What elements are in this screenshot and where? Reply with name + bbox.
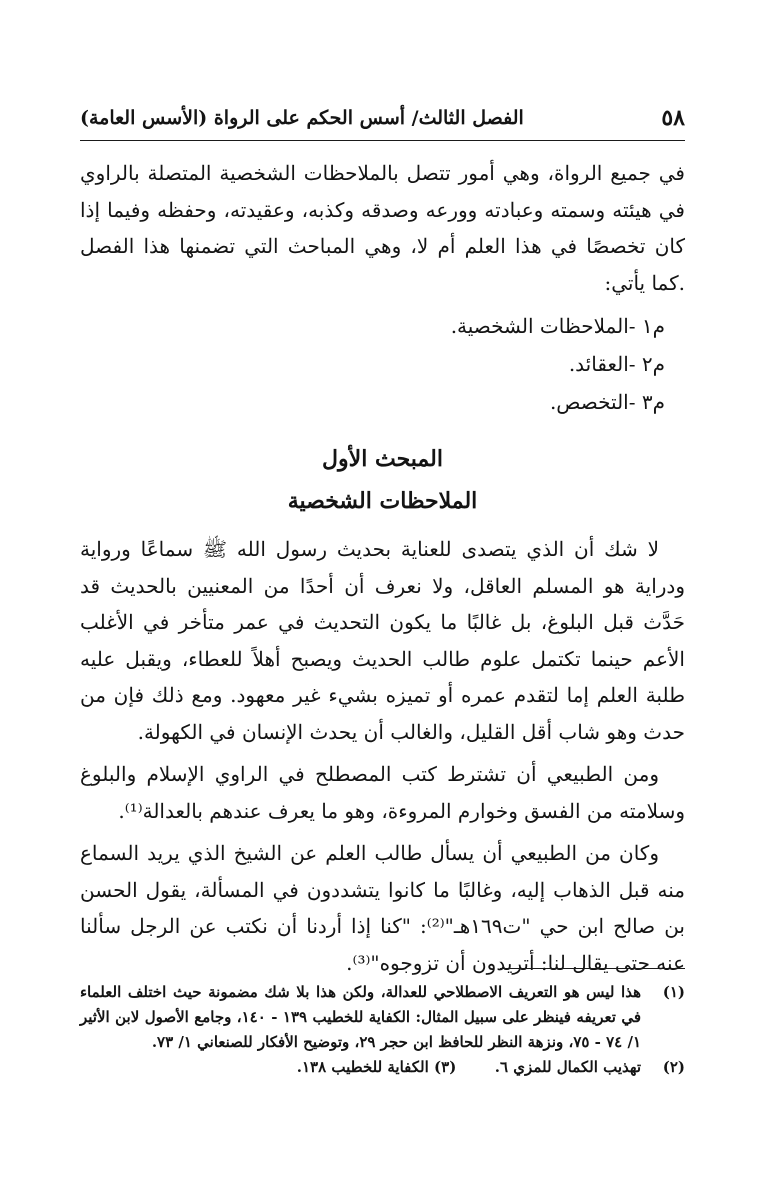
- page-number: ٥٨: [661, 105, 685, 131]
- list-item: م١ -الملاحظات الشخصية.: [450, 314, 665, 338]
- section-subheading: الملاحظات الشخصية: [287, 488, 478, 514]
- footnote: [80, 1055, 685, 1080]
- footnote-number: (٣): [434, 1058, 457, 1076]
- footnote-text: هذا ليس هو التعريف الاصطلاحي للعدالة، ولكن هذا بلا شك مضمونة حيث اختلف العلماء في تعريفه فينظر على سبيل المثال: الكفاية للخطيب ١٣٩ - ١٤٠، وجامع الأصول لابن الأثير ١/ ٧٤ - ٧٥، ونزهة النظر للحافظ ابن حجر ٢٩، وتوضيح الأفكار للصنعاني ١/ ٧٣.: [80, 983, 641, 1051]
- header-divider: [80, 140, 685, 141]
- footnote: [80, 980, 685, 1055]
- footnote-text: تهذيب الكمال للمزي ٦.: [494, 1058, 641, 1076]
- body-paragraph: لا شك أن الذي يتصدى للعناية بحديث رسول الله ﷺ سماعًا ورواية ودراية هو المسلم العاقل، ولا نعرف أن أحدًا من المعنيين بالحديث قد حَدَّث قبل البلوغ، بل غالبًا ما يكون التحديث في عمر متأخر في الأغلب الأعم حينما تكتمل علوم طالب الحديث ويصبح أهلاً للعطاء، ويقبل عليه طلبة العلم إما لتقدم عمره أو تميزه بشيء غير معهود. ومع ذلك فإن من حدث وهو شاب أقل القليل، والغالب أن يحدث الإنسان في الكهولة.: [80, 537, 685, 744]
- chapter-title: الفصل الثالث/ أسس الحكم على الرواة (الأسس العامة): [80, 107, 524, 129]
- footnote-text: الكفاية للخطيب ١٣٨.: [296, 1058, 429, 1076]
- list-item: م٢ -العقائد.: [568, 352, 665, 376]
- list-item: م٣ -التخصص.: [549, 390, 665, 414]
- body-paragraph: ومن الطبيعي أن تشترط كتب المصطلح في الراوي الإسلام والبلوغ وسلامته من الفسق وخوارم المروءة، وهو ما يعرف عندهم بالعدالة⁽¹⁾.: [80, 762, 685, 823]
- intro-paragraph: في جميع الرواة، وهي أمور تتصل بالملاحظات الشخصية المتصلة بالراوي في هيئته وسمته وعبادته وورعه وصدقه وكذبه، وعقيدته، وحفظه وفيما إذا كان تخصصًا في هذا العلم أم لا، وهي المباحث التي تضمنها هذا الفصل .كما يأتي:: [80, 161, 685, 295]
- footnote-number: (١): [662, 983, 685, 1001]
- footnote-divider: [500, 968, 685, 969]
- footnote-number: (٢): [662, 1058, 685, 1076]
- topics-list: [80, 307, 685, 421]
- section-heading: المبحث الأول: [322, 446, 443, 472]
- running-header: [80, 100, 685, 136]
- footnotes: [80, 980, 685, 1080]
- body-paragraph: وكان من الطبيعي أن يسأل طالب العلم عن الشيخ الذي يريد السماع منه قبل الذهاب إليه، وغالبًا ما كانوا يتشددون في المسألة، يقول الحسن بن صالح ابن حي "ت١٦٩هـ"⁽²⁾: "كنا إذا أردنا أن نكتب عن الرجل سألنا عنه حتى يقال لنا: أتريدون أن تزوجوه"⁽³⁾.: [80, 841, 685, 975]
- main-text: [80, 155, 685, 981]
